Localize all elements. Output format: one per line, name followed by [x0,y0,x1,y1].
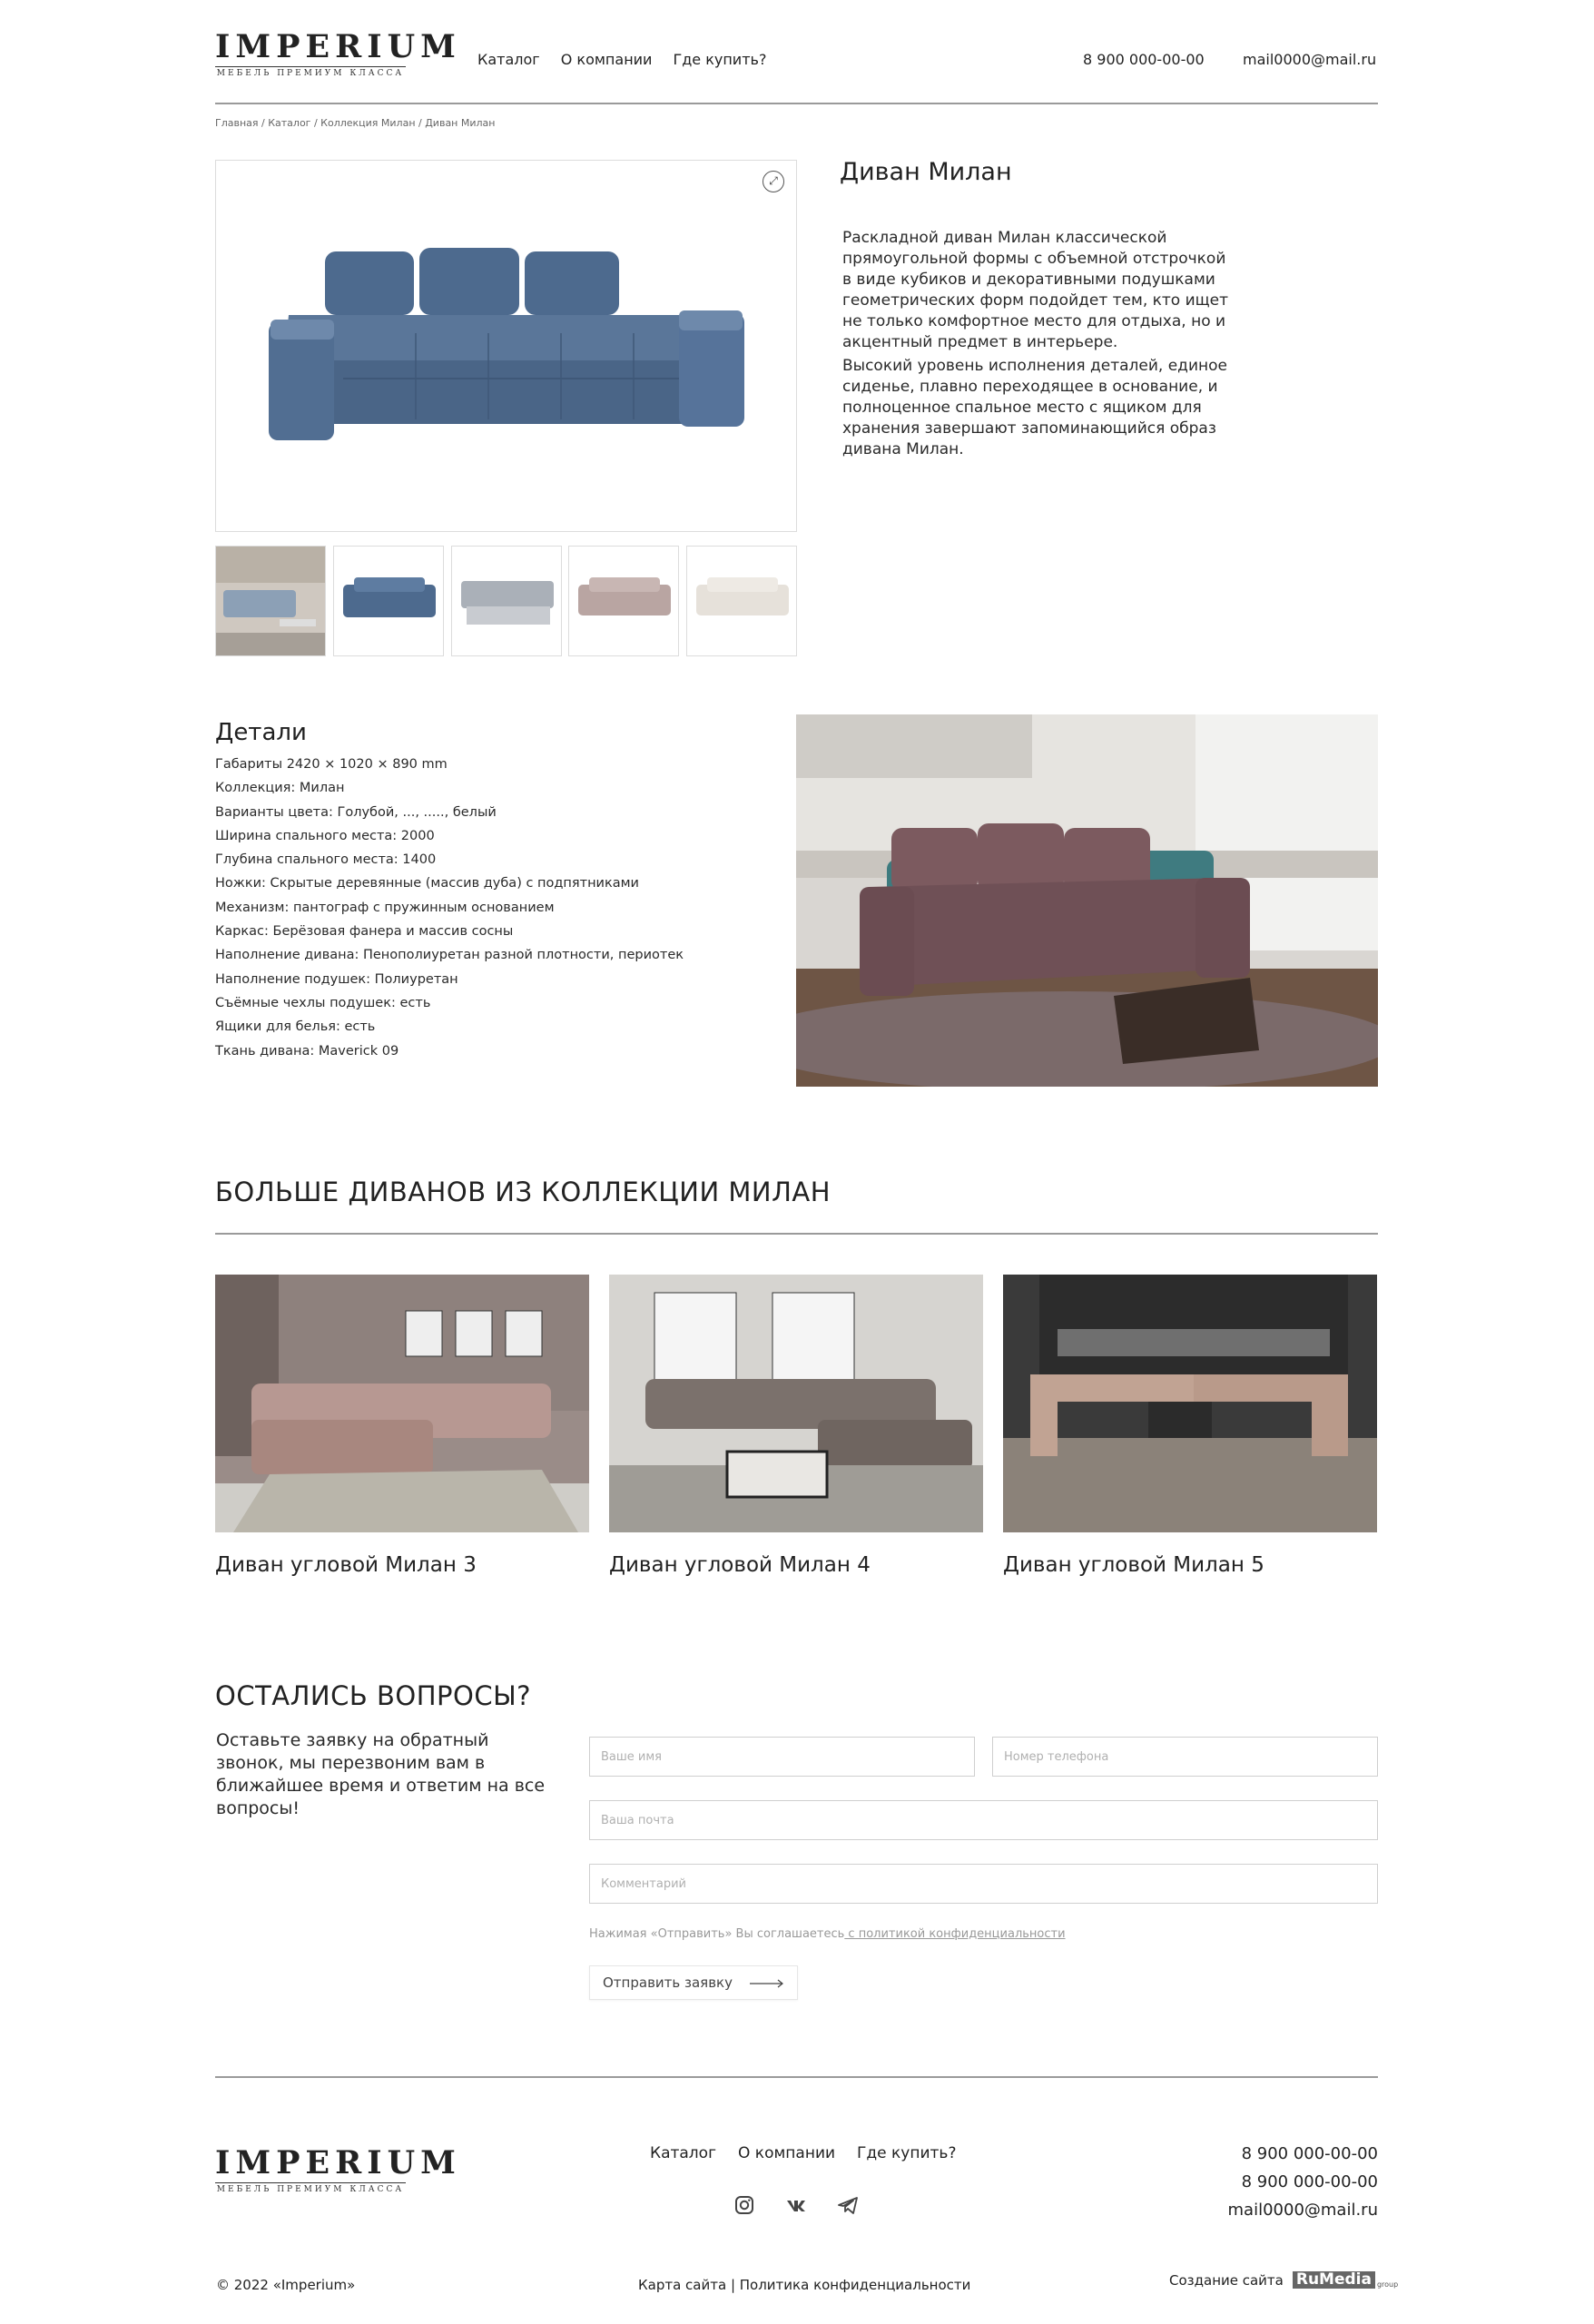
expand-icon[interactable]: ⤢ [763,171,784,192]
footer-email[interactable]: mail0000@mail.ru [1227,2201,1378,2220]
collection-card-image[interactable] [609,1275,983,1532]
details-item: Габариты 2420 × 1020 × 890 mm [215,757,448,772]
description-paragraph: Раскладной диван Милан классической прямоугольной формы с объемной отстрочкой в виде кубиков и декоративными подушками геометрических форм подойдет тем, кто ищет не только комфортное место для отдыха, но и акцентный предмет в интерьере. [842,229,1229,351]
product-main-image[interactable] [215,160,797,532]
header-logo[interactable] [215,28,461,78]
made-by-label: Создание сайта [1169,2271,1284,2289]
breadcrumb[interactable]: Главная / Каталог / Коллекция Милан / Диван Милан [215,117,496,129]
collection-card-image[interactable] [1003,1275,1377,1532]
details-item: Ткань дивана: Maverick 09 [215,1043,399,1059]
comment-input[interactable] [589,1864,1378,1904]
details-item: Съёмные чехлы подушек: есть [215,995,431,1010]
details-item: Варианты цвета: Голубой, ..., ....., белый [215,804,497,820]
details-item: Ящики для белья: есть [215,1019,376,1035]
footer-links[interactable]: Карта сайта | Политика конфиденциальности [638,2277,971,2293]
details-item: Наполнение дивана: Пенополиуретан разной плотности, периотек [215,948,684,963]
collection-section-title: БОЛЬШЕ ДИВАНОВ ИЗ КОЛЛЕКЦИИ МИЛАН [215,1177,831,1207]
privacy-agreement [589,1927,1066,1941]
footer-nav [650,2144,956,2162]
main-nav [477,51,766,68]
logo-word: IMPERIUM [215,2144,461,2181]
rumedia-logo [1293,2271,1398,2289]
details-item: Ножки: Скрытые деревянные (массив дуба) с подпятниками [215,876,639,891]
details-item: Глубина спального места: 1400 [215,852,437,868]
description-paragraph: Высокий уровень исполнения деталей, единое сиденье, плавно переходящее в основание, и полноценное спальное место с ящиком для хранения завершают запоминающийся образ дивана Милан. [842,357,1227,458]
privacy-policy-link[interactable]: с политикой конфиденциальности [844,1927,1066,1941]
copyright: © 2022 «Imperium» [216,2277,356,2293]
instagram-icon[interactable] [731,2191,758,2219]
footer-phone[interactable]: 8 900 000-00-00 [1241,2144,1378,2163]
questions-title: ОСТАЛИСЬ ВОПРОСЫ? [215,1680,532,1711]
section-divider [215,1233,1378,1235]
details-item: Механизм: пантограф с пружинным основанием [215,900,555,915]
header-divider [215,103,1378,104]
nav-where-to-buy[interactable]: Где купить? [673,51,767,68]
submit-request-button[interactable] [589,1965,798,2000]
nav-about[interactable]: О компании [560,51,653,68]
submit-label: Отправить заявку [603,1974,733,1991]
vk-icon[interactable] [782,2191,810,2219]
email-input[interactable] [589,1800,1378,1840]
details-item: Коллекция: Милан [215,781,345,796]
site-creator[interactable] [1169,2271,1398,2289]
details-list [215,753,760,1063]
footer-nav-catalog[interactable]: Каталог [650,2144,717,2162]
footer-nav-about[interactable]: О компании [738,2144,836,2162]
product-thumbnail[interactable] [215,546,326,656]
rumedia-logo-sub: group [1376,2280,1399,2289]
footer-contacts [1228,2140,1378,2224]
product-thumbnail[interactable] [568,546,679,656]
product-thumbnail[interactable] [451,546,562,656]
logo-word: IMPERIUM [215,28,461,65]
collection-card-title[interactable]: Диван угловой Милан 3 [215,1553,477,1577]
questions-text: Оставьте заявку на обратный звонок, мы перезвоним вам в ближайшее время и ответим на все вопросы! [216,1730,546,1818]
agreement-text: Нажимая «Отправить» Вы соглашаетесь [589,1927,845,1941]
details-item: Ширина спального места: 2000 [215,828,435,843]
collection-card-title[interactable]: Диван угловой Милан 4 [609,1553,871,1577]
header-phone[interactable]: 8 900 000-00-00 [1083,51,1205,68]
collection-card-image[interactable] [215,1275,589,1532]
details-item: Наполнение подушек: Полиуретан [215,971,458,987]
telegram-icon[interactable] [834,2191,861,2219]
product-description [842,228,1233,460]
details-item: Каркас: Берёзовая фанера и массив сосны [215,924,514,940]
footer-logo[interactable] [215,2144,461,2194]
logo-subtitle: МЕБЕЛЬ ПРЕМИУМ КЛАССА [216,2185,405,2194]
collection-card-title[interactable]: Диван угловой Милан 5 [1003,1553,1264,1577]
phone-input[interactable] [992,1737,1378,1777]
details-title: Детали [215,719,307,746]
footer-nav-where-to-buy[interactable]: Где купить? [857,2144,957,2162]
product-thumbnail[interactable] [333,546,444,656]
logo-subtitle: МЕБЕЛЬ ПРЕМИУМ КЛАССА [216,69,405,78]
header-email[interactable]: mail0000@mail.ru [1243,51,1377,68]
footer-divider [215,2076,1378,2078]
product-thumbnail[interactable] [686,546,797,656]
product-title: Диван Милан [840,158,1012,186]
arrow-right-icon [750,1967,784,2000]
details-interior-image [796,714,1378,1087]
footer-phone[interactable]: 8 900 000-00-00 [1241,2172,1378,2191]
rumedia-logo-text: RuMedia [1293,2271,1375,2289]
name-input[interactable] [589,1737,975,1777]
nav-catalog[interactable]: Каталог [477,51,540,68]
